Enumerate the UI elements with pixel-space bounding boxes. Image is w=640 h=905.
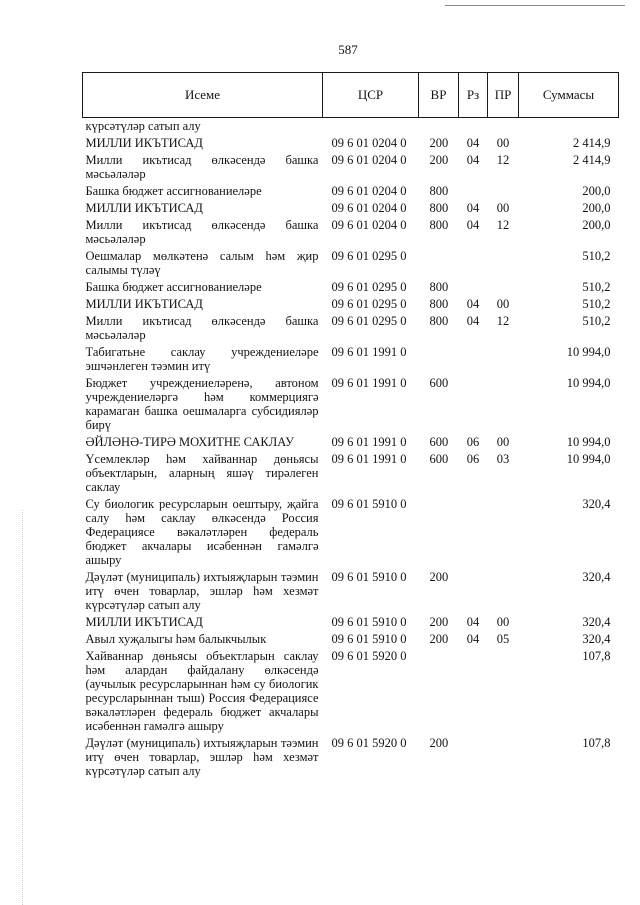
row-csr-code: 09 6 01 0295 0	[331, 280, 407, 294]
table-row	[83, 118, 619, 136]
row-vr-code: 200	[429, 615, 449, 629]
table-body	[83, 118, 619, 781]
row-vr-code: 800	[429, 201, 449, 215]
row-amount: 510,2	[582, 249, 611, 263]
row-name: МИЛЛИ ИКЪТИСАД	[85, 201, 203, 215]
header-sum: Суммасы	[519, 73, 619, 118]
row-amount: 10 994,0	[566, 452, 611, 466]
row-vr-code: 200	[429, 632, 449, 646]
row-pr-code: 12	[496, 153, 510, 167]
row-amount: 320,4	[582, 615, 611, 629]
row-name: Дәүләт (муниципаль) ихтыяҗларын тәэмин итү өчен товарлар, эшләр һәм хезмәт күрсәтүләр сатып алу	[85, 570, 319, 612]
row-name: Табигатьне саклау учреждениеләре эшчәнлеген тәэмин итү	[85, 345, 319, 373]
table-row	[83, 200, 619, 217]
row-name: Дәүләт (муниципаль) ихтыяҗларын тәэмин итү өчен товарлар, эшләр һәм хезмәт күрсәтүләр сатып алу	[85, 736, 319, 778]
table-row	[83, 648, 619, 735]
budget-table	[82, 72, 619, 780]
row-rz-code: 04	[466, 314, 480, 328]
row-rz-code: 04	[466, 297, 480, 311]
row-csr-code: 09 6 01 0204 0	[331, 218, 407, 232]
row-csr-code: 09 6 01 5920 0	[331, 736, 407, 750]
row-csr-code: 09 6 01 5910 0	[331, 615, 407, 629]
row-pr-code	[488, 735, 519, 780]
row-vr-code	[419, 118, 459, 136]
row-pr-code: 12	[496, 218, 510, 232]
table-row	[83, 375, 619, 434]
row-vr-code: 800	[429, 218, 449, 232]
scan-artifact-line	[445, 5, 625, 6]
row-rz-code	[459, 496, 488, 569]
row-name: Үсемлекләр һәм хайваннар дөньясы объектларын, аларның яшәү тирәлеген саклау	[85, 452, 319, 494]
row-csr-code: 09 6 01 5910 0	[331, 570, 407, 584]
row-rz-code	[459, 648, 488, 735]
header-vr: ВР	[419, 73, 459, 118]
row-vr-code: 200	[429, 153, 449, 167]
table-row	[83, 496, 619, 569]
row-pr-code: 12	[496, 314, 510, 328]
row-rz-code	[459, 279, 488, 296]
row-name: Башка бюджет ассигнованиеләре	[85, 184, 262, 198]
row-amount: 10 994,0	[566, 376, 611, 390]
table-row	[83, 631, 619, 648]
row-name: Милли икътисад өлкәсендә башка мәсьәләләр	[85, 218, 319, 246]
row-name: МИЛЛИ ИКЪТИСАД	[85, 615, 203, 629]
row-pr-code	[488, 496, 519, 569]
header-rz: Рз	[459, 73, 488, 118]
table-row	[83, 279, 619, 296]
row-pr-code: 00	[496, 297, 510, 311]
row-vr-code: 800	[429, 297, 449, 311]
table-row	[83, 217, 619, 248]
row-vr-code: 200	[429, 570, 449, 584]
row-csr-code: 09 6 01 0295 0	[331, 249, 407, 263]
row-csr-code: 09 6 01 1991 0	[331, 452, 407, 466]
row-rz-code: 04	[466, 615, 480, 629]
row-vr-code	[419, 344, 459, 375]
header-csr: ЦСР	[323, 73, 419, 118]
row-vr-code: 800	[429, 184, 449, 198]
row-pr-code	[488, 648, 519, 735]
row-amount: 320,4	[582, 570, 611, 584]
row-rz-code	[459, 375, 488, 434]
row-csr-code: 09 6 01 5920 0	[331, 649, 407, 663]
row-vr-code: 800	[429, 280, 449, 294]
row-csr-code: 09 6 01 5910 0	[331, 632, 407, 646]
table-header	[83, 73, 619, 118]
row-csr-code: 09 6 01 0295 0	[331, 314, 407, 328]
table-row	[83, 135, 619, 152]
row-name: Милли икътисад өлкәсендә башка мәсьәләләр	[85, 314, 319, 342]
row-amount: 510,2	[582, 297, 611, 311]
row-vr-code	[419, 648, 459, 735]
row-amount: 200,0	[582, 184, 611, 198]
row-pr-code: 00	[496, 201, 510, 215]
row-rz-code: 06	[466, 435, 480, 449]
table-row	[83, 434, 619, 451]
row-amount: 2 414,9	[573, 153, 611, 167]
row-amount: 107,8	[582, 649, 611, 663]
row-amount	[519, 118, 619, 136]
row-rz-code: 04	[466, 201, 480, 215]
table-row	[83, 451, 619, 496]
row-csr-code: 09 6 01 1991 0	[331, 435, 407, 449]
table-row	[83, 152, 619, 183]
row-amount: 510,2	[582, 314, 611, 328]
row-pr-code: 05	[496, 632, 510, 646]
table-row	[83, 569, 619, 614]
header-pr: ПР	[488, 73, 519, 118]
row-vr-code	[419, 496, 459, 569]
row-name: Милли икътисад өлкәсендә башка мәсьәләләр	[85, 153, 319, 181]
table-header-row	[83, 73, 619, 118]
row-name: Башка бюджет ассигнованиеләре	[85, 280, 262, 294]
row-rz-code: 06	[466, 452, 480, 466]
table-row	[83, 183, 619, 200]
row-pr-code: 00	[496, 136, 510, 150]
table-row	[83, 344, 619, 375]
scan-artifact-margin-line	[22, 510, 23, 905]
row-vr-code: 600	[429, 376, 449, 390]
row-csr-code: 09 6 01 0295 0	[331, 297, 407, 311]
row-name: Оешмалар мөлкәтенә салым һәм җир салымы түләү	[85, 249, 319, 277]
row-rz-code	[459, 569, 488, 614]
row-csr-code: 09 6 01 0204 0	[331, 201, 407, 215]
row-csr-code: 09 6 01 0204 0	[331, 184, 407, 198]
row-amount: 510,2	[582, 280, 611, 294]
row-csr-code: 09 6 01 0204 0	[331, 136, 407, 150]
row-name: Бюджет учреждениеләренә, автоном учреждениеләргә һәм коммерциягә карамаган башка оешмаларга субсидияләр бирү	[85, 376, 319, 432]
row-amount: 107,8	[582, 736, 611, 750]
row-rz-code: 04	[466, 632, 480, 646]
row-amount: 200,0	[582, 218, 611, 232]
row-name: Су биологик ресурсларын оештыру, җайга салу һәм саклау өлкәсендә Россия Федерациясе вәкаләтләрен федераль бюджет акчалары исәбеннән гамәлгә ашыру	[85, 497, 319, 567]
row-amount: 200,0	[582, 201, 611, 215]
row-amount: 10 994,0	[566, 435, 611, 449]
row-rz-code	[459, 118, 488, 136]
row-rz-code	[459, 248, 488, 279]
row-vr-code: 800	[429, 314, 449, 328]
row-vr-code: 200	[429, 136, 449, 150]
row-amount: 320,4	[582, 632, 611, 646]
table-row	[83, 614, 619, 631]
row-amount: 320,4	[582, 497, 611, 511]
table-row	[83, 296, 619, 313]
page-number: 587	[338, 42, 358, 57]
row-rz-code	[459, 344, 488, 375]
row-name: МИЛЛИ ИКЪТИСАД	[85, 297, 203, 311]
row-pr-code	[488, 118, 519, 136]
row-pr-code	[488, 344, 519, 375]
row-amount: 2 414,9	[573, 136, 611, 150]
row-pr-code	[488, 375, 519, 434]
row-csr-code: 09 6 01 1991 0	[331, 376, 407, 390]
row-csr-code: 09 6 01 5910 0	[331, 497, 407, 511]
row-name: күрсәтүләр сатып алу	[85, 119, 201, 133]
row-vr-code: 600	[429, 435, 449, 449]
table-row	[83, 248, 619, 279]
row-pr-code	[488, 279, 519, 296]
row-vr-code: 200	[429, 736, 449, 750]
header-name: Исеме	[83, 73, 323, 118]
row-csr-code	[323, 118, 419, 136]
row-rz-code: 04	[466, 218, 480, 232]
row-pr-code: 03	[496, 452, 510, 466]
row-vr-code	[419, 248, 459, 279]
row-name: Хайваннар дөньясы объектларын саклау һәм алардан файдалану өлкәсендә (аучылык ресурсларыннан һәм су биологик ресурсларыннан тыш) Россия Федерациясе вәкаләтләрен федераль бюджет акчалары исәбеннән гамәлгә ашыру	[85, 649, 319, 733]
row-rz-code: 04	[466, 136, 480, 150]
row-pr-code	[488, 183, 519, 200]
row-name: ӘЙЛӘНӘ-ТИРӘ МОХИТНЕ САКЛАУ	[85, 435, 295, 449]
table-row	[83, 313, 619, 344]
row-name: МИЛЛИ ИКЪТИСАД	[85, 136, 203, 150]
row-rz-code	[459, 735, 488, 780]
row-name: Авыл хуҗалыгы һәм балыкчылык	[85, 632, 267, 646]
row-pr-code: 00	[496, 435, 510, 449]
row-rz-code: 04	[466, 153, 480, 167]
row-pr-code	[488, 569, 519, 614]
row-rz-code	[459, 183, 488, 200]
row-amount: 10 994,0	[566, 345, 611, 359]
table-row	[83, 735, 619, 780]
row-csr-code: 09 6 01 0204 0	[331, 153, 407, 167]
row-vr-code: 600	[429, 452, 449, 466]
row-pr-code: 00	[496, 615, 510, 629]
row-pr-code	[488, 248, 519, 279]
row-csr-code: 09 6 01 1991 0	[331, 345, 407, 359]
